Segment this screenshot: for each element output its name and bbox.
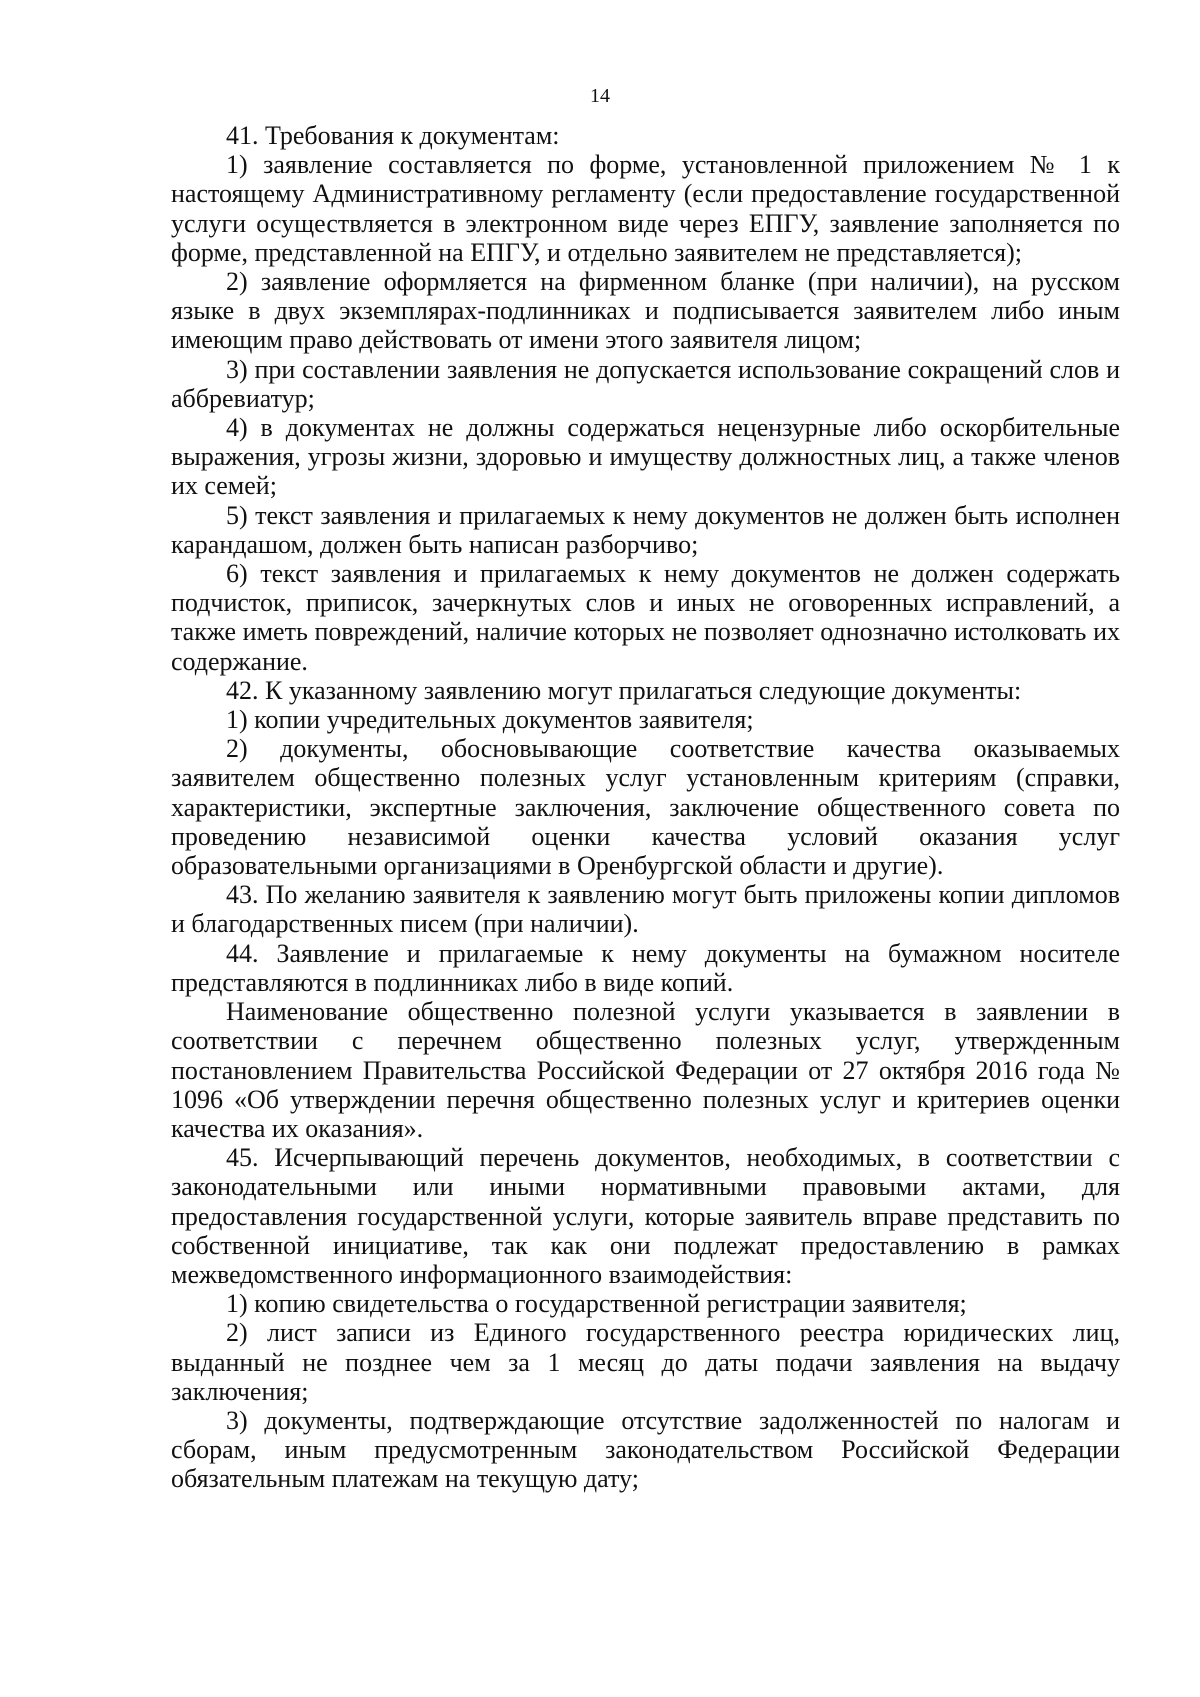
paragraph-42-item-2: 2) документы, обосновывающие соответствие качества оказываемых заявителем общественно полезных услуг установленным критериям (справки, характеристики, экспертные заключения, заключение общественного совета по проведению независимой оценки качества условий оказания услуг образовательными организациями в Оренбургской области и другие). — [171, 734, 1120, 881]
paragraph-41-item-2: 2) заявление оформляется на фирменном бланке (при наличии), на русском языке в двух экземплярах-подлинниках и подписывается заявителем либо иным имеющим право действовать от имени этого заявителя лицом; — [171, 267, 1120, 355]
paragraph-41-item-3: 3) при составлении заявления не допускается использование сокращений слов и аббревиатур; — [171, 354, 1120, 413]
paragraph-44: 44. Заявление и прилагаемые к нему документы на бумажном носителе представляются в подлинниках либо в виде копий. — [171, 938, 1120, 997]
paragraph-45-heading: 45. Исчерпывающий перечень документов, необходимых, в соответствии с законодательными или иными нормативными правовыми актами, для предоставления государственной услуги, которые заявитель вправе представить по собственной инициативе, так как они подлежат предоставлению в рамках межведомственного информационного взаимодействия: — [171, 1143, 1120, 1289]
paragraph-45-item-1: 1) копию свидетельства о государственной регистрации заявителя; — [226, 1289, 967, 1319]
paragraph-42-heading: 42. К указанному заявлению могут прилагаться следующие документы: — [226, 675, 1022, 705]
paragraph-41-item-6: 6) текст заявления и прилагаемых к нему документов не должен содержать подчисток, приписок, зачеркнутых слов и иных не оговоренных исправлений, а также иметь повреждений, наличие которых не позволяет однозначно истолковать их содержание. — [171, 559, 1120, 676]
paragraph-43: 43. По желанию заявителя к заявлению могут быть приложены копии дипломов и благодарственных писем (при наличии). — [171, 880, 1120, 939]
paragraph-41-item-5: 5) текст заявления и прилагаемых к нему документов не должен быть исполнен карандашом, должен быть написан разборчиво; — [171, 500, 1120, 559]
paragraph-44-service-name: Наименование общественно полезной услуги указывается в заявлении в соответствии с перечнем общественно полезных услуг, утвержденным постановлением Правительства Российской Федерации от 27 октября 2016 года № 1096 «Об утверждении перечня общественно полезных услуг и критериев оценки качества их оказания». — [171, 997, 1120, 1143]
paragraph-41-item-4: 4) в документах не должны содержаться нецензурные либо оскорбительные выражения, угрозы жизни, здоровью и имуществу должностных лиц, а также членов их семей; — [171, 413, 1120, 501]
paragraph-45-item-3: 3) документы, подтверждающие отсутствие задолженностей по налогам и сборам, иным предусмотренным законодательством Российской Федерации обязательным платежам на текущую дату; — [171, 1405, 1120, 1494]
paragraph-45-item-2: 2) лист записи из Единого государственного реестра юридических лиц, выданный не позднее чем за 1 месяц до даты подачи заявления на выдачу заключения; — [171, 1318, 1120, 1406]
paragraph-42-item-1: 1) копии учредительных документов заявителя; — [226, 705, 754, 735]
document-body — [171, 121, 1120, 1494]
paragraph-41-item-1: 1) заявление составляется по форме, установленной приложением № 1 к настоящему Административному регламенту (если предоставление государственной услуги осуществляется в электронном виде через ЕПГУ, заявление заполняется по форме, представленной на ЕПГУ, и отдельно заявителем не представляется); — [171, 150, 1120, 267]
page-number: 14 — [590, 85, 610, 107]
paragraph-41-heading: 41. Требования к документам: — [226, 121, 560, 150]
